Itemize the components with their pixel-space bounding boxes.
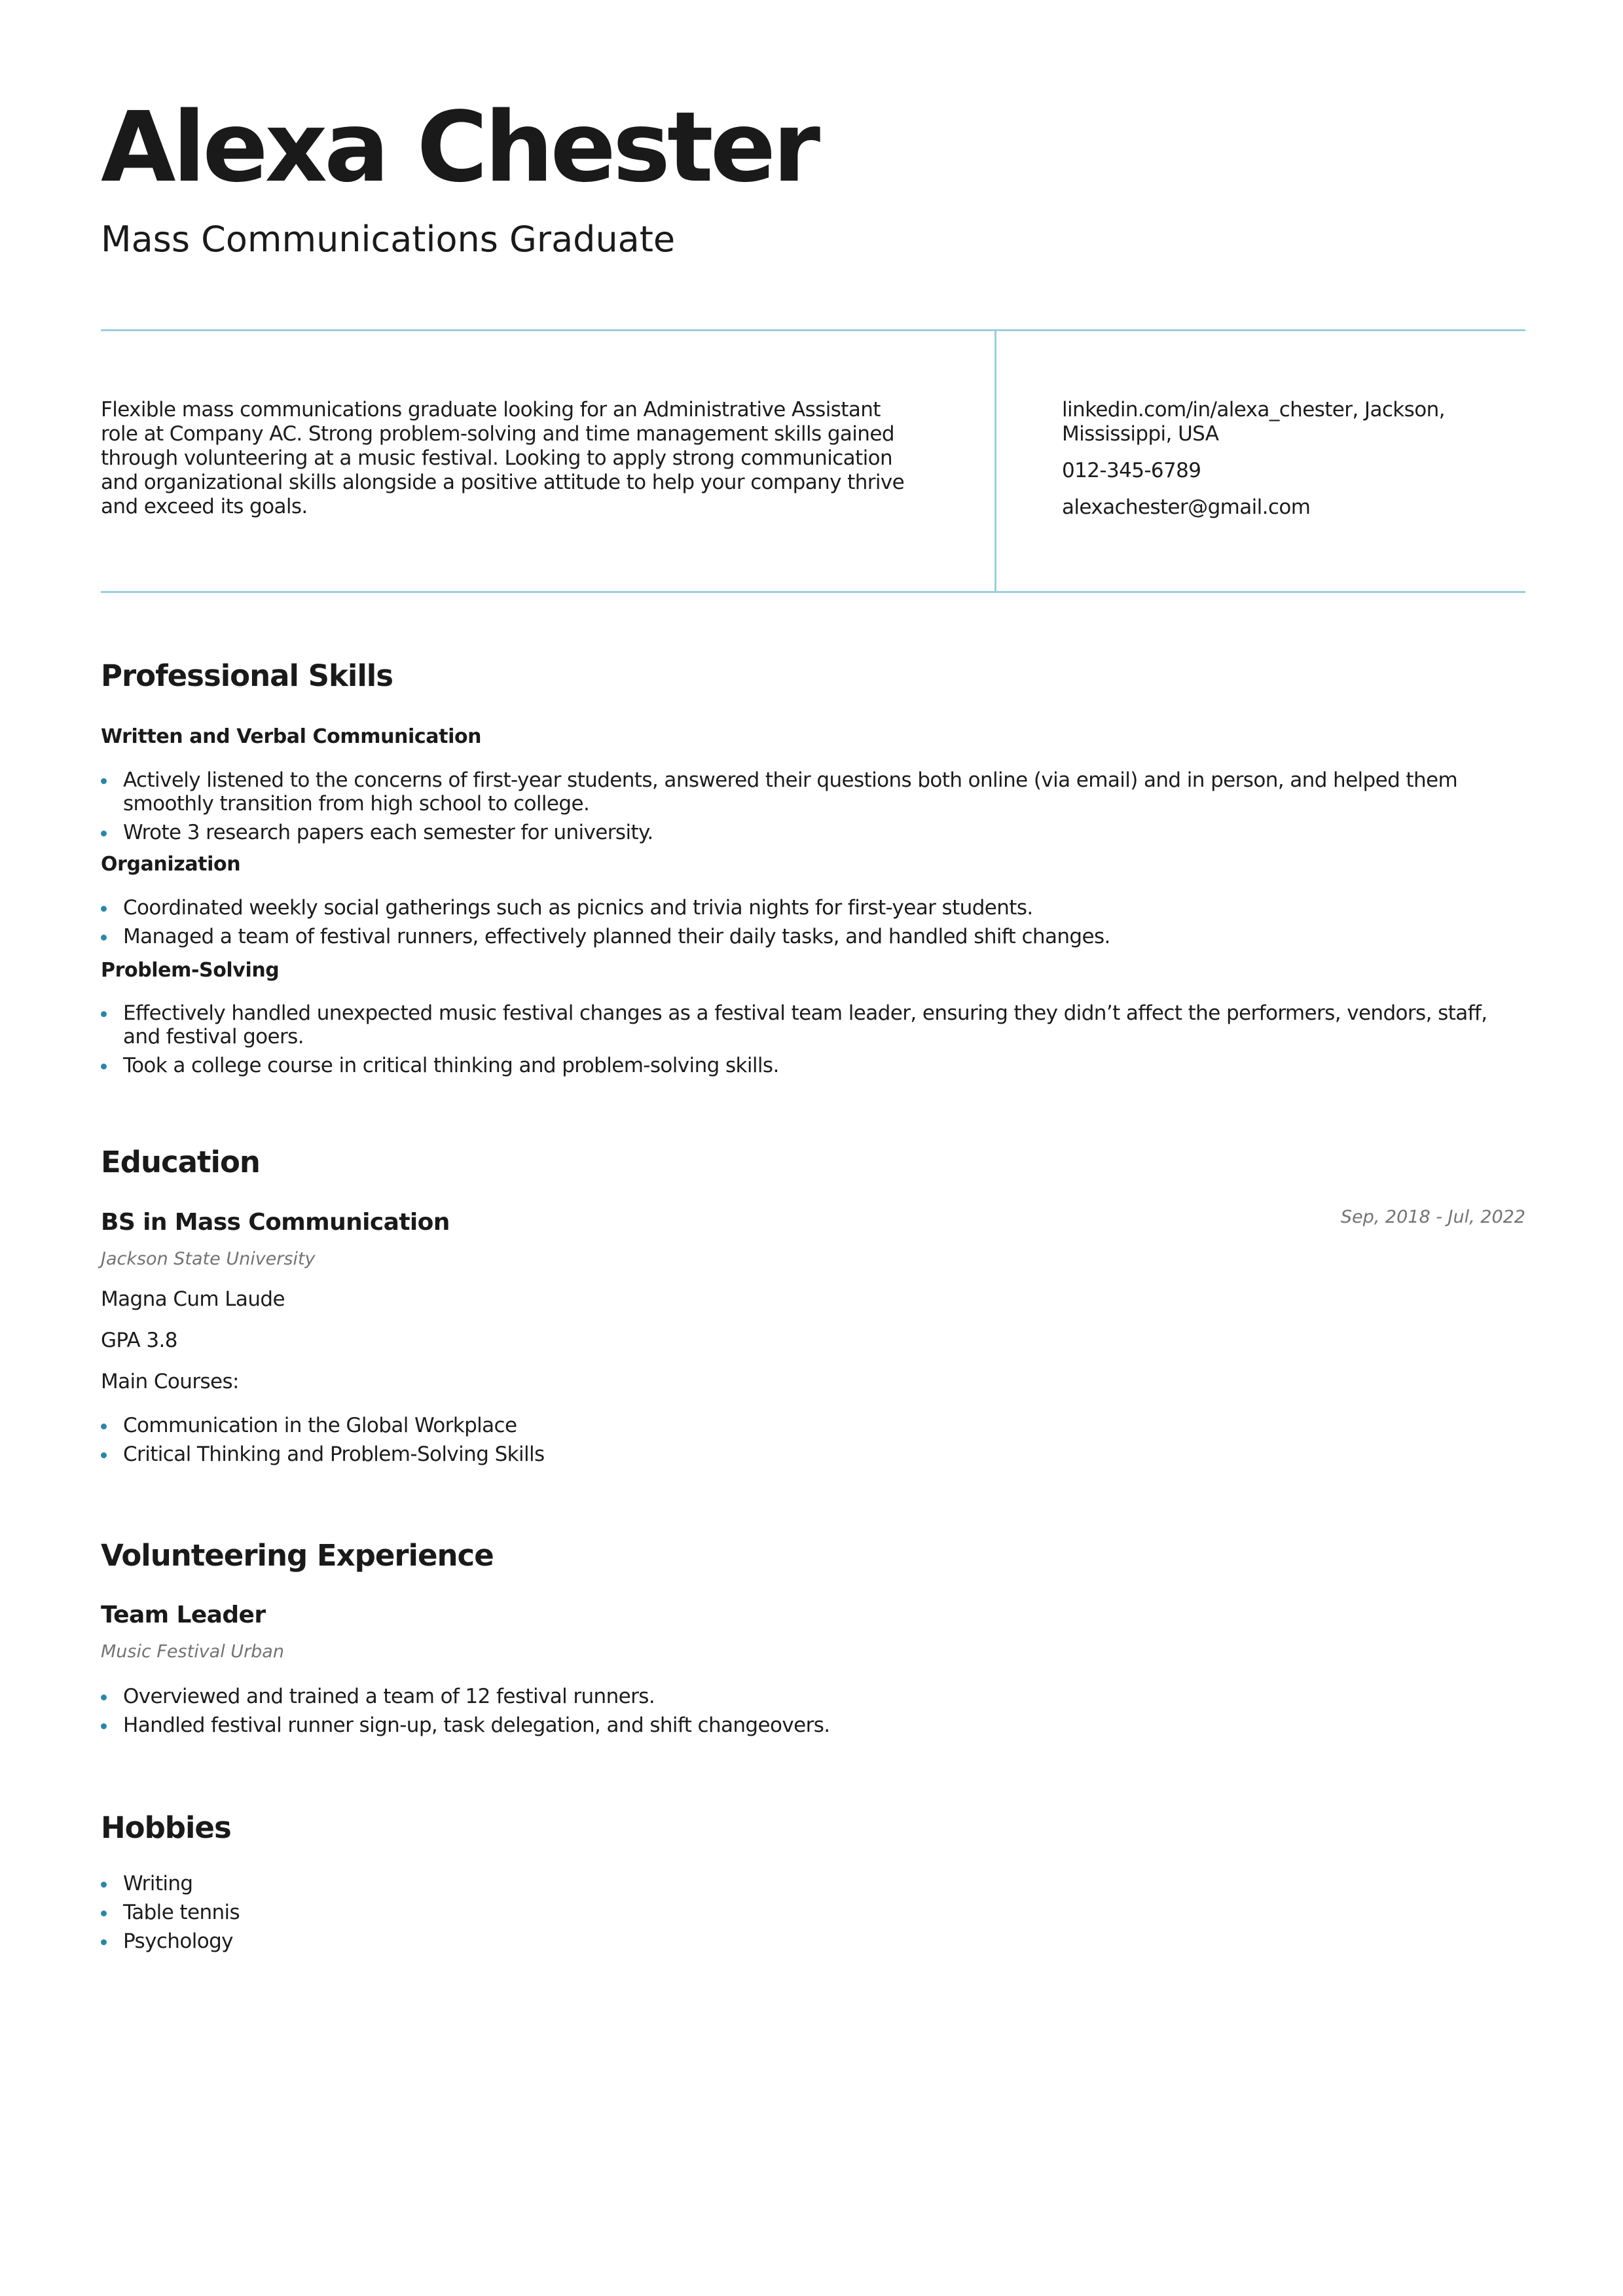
list-item: Table tennis	[101, 1901, 1525, 1924]
hobbies-list	[101, 1872, 1525, 1958]
courses-list	[101, 1414, 1525, 1471]
list-item: Overviewed and trained a team of 12 festival runners.	[101, 1685, 1525, 1708]
contact-block	[1062, 398, 1520, 532]
list-item: Communication in the Global Workplace	[101, 1414, 1525, 1437]
list-item: Writing	[101, 1872, 1525, 1895]
list-item: Wrote 3 research papers each semester for university.	[101, 821, 1525, 844]
list-item: Actively listened to the concerns of first-year students, answered their questions both online (via email) and in person, and helped them smoothly transition from high school to college.	[101, 768, 1525, 816]
skill-group-title: Organization	[101, 853, 241, 876]
list-item: Coordinated weekly social gatherings such as picnics and trivia nights for first-year students.	[101, 896, 1525, 920]
list-item: Took a college course in critical thinking and problem-solving skills.	[101, 1054, 1525, 1077]
skill-group-list	[101, 1001, 1525, 1083]
education-heading: Education	[101, 1145, 260, 1179]
school-name: Jackson State University	[101, 1249, 316, 1269]
candidate-name: Alexa Chester	[101, 91, 818, 204]
education-gpa: GPA 3.8	[101, 1329, 177, 1352]
bottom-divider	[101, 591, 1525, 593]
volunteering-heading: Volunteering Experience	[101, 1538, 494, 1573]
volunteer-org: Music Festival Urban	[101, 1641, 284, 1662]
education-honors: Magna Cum Laude	[101, 1287, 285, 1311]
contact-linkedin[interactable]: linkedin.com/in/alexa_chester, Jackson, Mississippi, USA	[1062, 398, 1445, 446]
courses-label: Main Courses:	[101, 1370, 239, 1393]
skill-group-list	[101, 896, 1525, 954]
degree-title: BS in Mass Communication	[101, 1209, 450, 1236]
skill-group-title: Written and Verbal Communication	[101, 725, 482, 748]
list-item: Effectively handled unexpected music festival changes as a festival team leader, ensuring they didn’t affect the performers, vendors, staff, and festival goers.	[101, 1001, 1525, 1049]
skill-group-list	[101, 768, 1525, 850]
list-item: Critical Thinking and Problem-Solving Skills	[101, 1443, 1525, 1466]
vertical-divider	[994, 329, 996, 593]
skill-group-title: Problem-Solving	[101, 959, 280, 982]
education-dates: Sep, 2018 - Jul, 2022	[1340, 1207, 1525, 1227]
list-item: Managed a team of festival runners, effectively planned their daily tasks, and handled shift changes.	[101, 925, 1525, 948]
list-item: Handled festival runner sign-up, task delegation, and shift changeovers.	[101, 1713, 1525, 1737]
volunteer-role: Team Leader	[101, 1602, 266, 1628]
contact-email[interactable]: alexachester@gmail.com	[1062, 495, 1311, 519]
contact-phone[interactable]: 012-345-6789	[1062, 459, 1201, 482]
top-divider	[101, 329, 1525, 331]
skills-heading: Professional Skills	[101, 658, 393, 693]
hobbies-heading: Hobbies	[101, 1810, 231, 1845]
volunteer-list	[101, 1685, 1525, 1742]
list-item: Psychology	[101, 1929, 1525, 1953]
candidate-title: Mass Communications Graduate	[101, 219, 676, 260]
summary-text: Flexible mass communications graduate looking for an Administrative Assistant role at Company AC. Strong problem-solving and time management skills gained through volunteering at a music festival. Looking to apply strong communication and organizational skills alongside a positive attitude to help your company thrive and exceed its goals.	[101, 398, 905, 518]
